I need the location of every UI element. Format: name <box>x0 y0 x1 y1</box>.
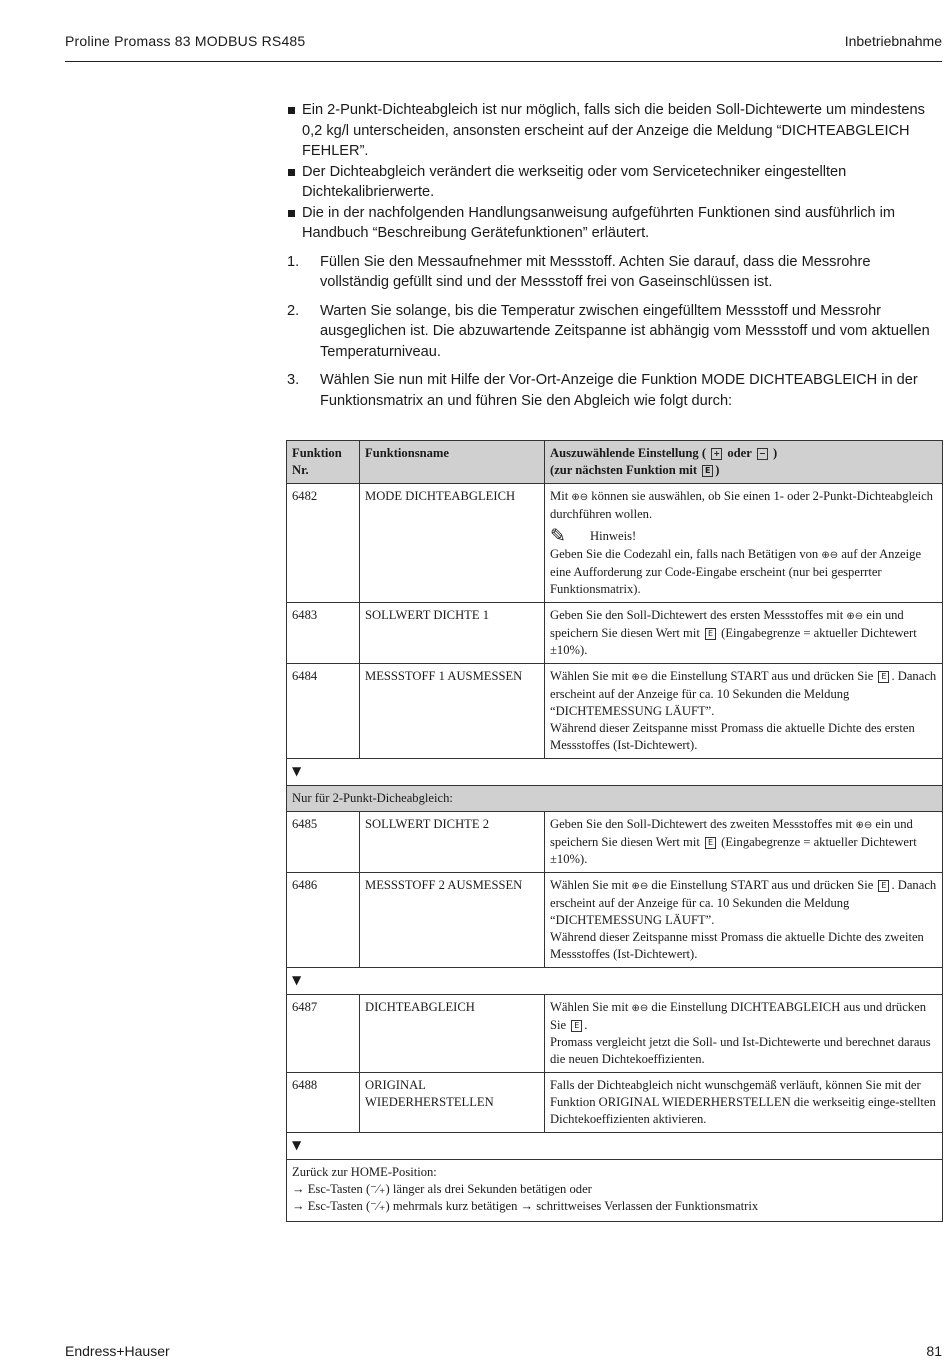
table-row <box>287 995 943 1073</box>
arrow-down-icon: ▼ <box>292 1138 302 1152</box>
enter-key-icon: E <box>702 465 713 477</box>
home-return-title: Zurück zur HOME-Position: <box>292 1165 437 1179</box>
plusminus-keys-icon: ⊕⊖ <box>631 1003 649 1014</box>
step-list <box>287 252 942 412</box>
function-name: MESSSTOFF 2 AUSMESSEN <box>360 873 545 968</box>
home-return-option: → Esc-Tasten (⁻⁄₊) mehrmals kurz betätigen → schrittweises Verlassen der Funktionsmatrix <box>292 1199 759 1213</box>
plusminus-keys-icon: ⊕⊖ <box>631 672 649 683</box>
list-item: Der Dichteabgleich verändert die werkseitig oder vom Servicetechniker eingestellten Dichtekalibrierwerte. <box>287 162 942 203</box>
flow-arrow-row <box>287 968 943 995</box>
pencil-icon: ✎ <box>550 525 566 547</box>
function-setting: Geben Sie den Soll-Dichtewert des ersten Messstoffes mit ⊕⊖ ein und speichern Sie diesen Wert mit E (Eingabegrenze = aktueller Dichtewert ±10%). <box>545 603 943 664</box>
function-nr: 6488 <box>287 1073 360 1133</box>
page-number: 81 <box>926 1343 942 1359</box>
note-list <box>287 100 942 244</box>
header-title: Proline Promass 83 MODBUS RS485 <box>65 33 306 49</box>
footer-company: Endress+Hauser <box>65 1343 170 1359</box>
function-nr: 6482 <box>287 484 360 603</box>
plusminus-keys-icon: ⊕⊖ <box>571 492 589 503</box>
table-row <box>287 1073 943 1133</box>
flow-arrow-row <box>287 759 943 786</box>
table-row <box>287 812 943 873</box>
function-setting: Wählen Sie mit ⊕⊖ die Einstellung START aus und drücken Sie E . Danach erscheint auf der Anzeige für ca. 10 Sekunden die Meldung “DICHTEMESSUNG LÄUFT”. Während dieser Zeitspanne misst Promass die aktuelle Dichte des zweiten Messstoffes (Ist-Dichtewert). <box>545 873 943 968</box>
hint <box>550 527 937 546</box>
list-item: Ein 2-Punkt-Dichteabgleich ist nur möglich, falls sich die beiden Soll-Dichtewerte um mindestens 0,2 kg/l unterscheiden, ansonsten erscheint auf der Anzeige die Meldung “DICHTEABGLEICH FEHLER”. <box>287 100 942 162</box>
function-setting: Mit ⊕⊖ können sie auswählen, ob Sie einen 1- oder 2-Punkt-Dichteabgleich durchführen wollen. ✎ Hinweis! Geben Sie die Codezahl ein, falls nach Betätigen von ⊕⊖ auf der Anzeige eine Aufforderung zur Code-Eingabe erscheint (nur bei gesperrter Funktionsmatrix). <box>545 484 943 603</box>
function-nr: 6483 <box>287 603 360 664</box>
step-item: 1. Füllen Sie den Messaufnehmer mit Messstoff. Achten Sie darauf, dass die Messrohre vollständig gefüllt sind und der Messstoff frei von Gaseinschlüssen ist. <box>287 253 871 290</box>
minus-key-icon: − <box>757 448 768 460</box>
bullet-icon <box>288 169 295 176</box>
body-text <box>287 100 942 419</box>
function-setting: Falls der Dichteabgleich nicht wunschgemäß verläuft, können Sie mit der Funktion ORIGINAL WIEDERHERSTELLEN die werkseitig einge-stellten Dichtekoeffizienten aktivieren. <box>545 1073 943 1133</box>
plusminus-keys-icon: ⊕⊖ <box>821 550 839 561</box>
arrow-down-icon: ▼ <box>292 973 302 987</box>
function-nr: 6485 <box>287 812 360 873</box>
plusminus-keys-icon: ⊕⊖ <box>846 611 864 622</box>
table-row <box>287 873 943 968</box>
enter-key-icon: E <box>878 880 889 892</box>
bullet-icon <box>288 107 295 114</box>
home-return-option: → Esc-Tasten (⁻⁄₊) länger als drei Sekunden betätigen oder <box>292 1182 592 1196</box>
col-header-setting: Auszuwählende Einstellung ( + oder − ) (zur nächsten Funktion mit E ) <box>545 441 943 484</box>
function-nr: 6486 <box>287 873 360 968</box>
hint-label: Hinweis! <box>590 529 637 543</box>
enter-key-icon: E <box>571 1020 582 1032</box>
table-row <box>287 664 943 759</box>
function-setting: Wählen Sie mit ⊕⊖ die Einstellung START aus und drücken Sie E . Danach erscheint auf der Anzeige für ca. 10 Sekunden die Meldung “DICHTEMESSUNG LÄUFT”. Während dieser Zeitspanne misst Promass die aktuelle Dichte des ersten Messstoffes (Ist-Dichtewert). <box>545 664 943 759</box>
plusminus-keys-icon: ⊕⊖ <box>855 820 873 831</box>
table-row <box>287 603 943 664</box>
function-setting: Wählen Sie mit ⊕⊖ die Einstellung DICHTEABGLEICH aus und drücken Sie E . Promass vergleicht jetzt die Soll- und Ist-Dichtewerte und berechnet daraus die neuen Dichtekoeffizienten. <box>545 995 943 1073</box>
col-header-name: Funktionsname <box>360 441 545 484</box>
enter-key-icon: E <box>878 671 889 683</box>
plus-key-icon: + <box>711 448 722 460</box>
function-name: MESSSTOFF 1 AUSMESSEN <box>360 664 545 759</box>
enter-key-icon: E <box>705 837 716 849</box>
table-footer-row <box>287 1160 943 1222</box>
step-item: 2. Warten Sie solange, bis die Temperatur zwischen eingefülltem Messstoff und Messrohr ausgeglichen ist. Die abzuwartende Zeitspanne ist abhängig vom Messstoff und vom aktuellen Temperaturniveau. <box>287 302 930 360</box>
function-name: MODE DICHTEABGLEICH <box>360 484 545 603</box>
section-band: Nur für 2-Punkt-Dicheabgleich: <box>287 786 943 812</box>
function-nr: 6484 <box>287 664 360 759</box>
arrow-down-icon: ▼ <box>292 764 302 778</box>
function-setting: Geben Sie den Soll-Dichtewert des zweiten Messstoffes mit ⊕⊖ ein und speichern Sie diesen Wert mit E (Eingabegrenze = aktueller Dichtewert ±10%). <box>545 812 943 873</box>
header-section: Inbetriebnahme <box>844 33 942 49</box>
table-row <box>287 484 943 603</box>
list-item: Die in der nachfolgenden Handlungsanweisung aufgeführten Funktionen sind ausführlich im Handbuch “Beschreibung Gerätefunktionen” erläutert. <box>287 203 942 244</box>
step-item: 3. Wählen Sie nun mit Hilfe der Vor-Ort-Anzeige die Funktion MODE DICHTEABGLEICH in der Funktionsmatrix an und führen Sie den Abgleich wie folgt durch: <box>287 372 918 409</box>
col-header-nr: Funktion Nr. <box>287 441 360 484</box>
enter-key-icon: E <box>705 628 716 640</box>
page-header <box>65 33 942 62</box>
function-nr: 6487 <box>287 995 360 1073</box>
table-header-row <box>287 441 943 484</box>
flow-arrow-row <box>287 1133 943 1160</box>
bullet-icon <box>288 210 295 217</box>
function-name: SOLLWERT DICHTE 1 <box>360 603 545 664</box>
function-name: SOLLWERT DICHTE 2 <box>360 812 545 873</box>
plusminus-keys-icon: ⊕⊖ <box>631 881 649 892</box>
function-table <box>286 440 943 1222</box>
function-name: ORIGINAL WIEDERHERSTELLEN <box>360 1073 545 1133</box>
function-name: DICHTEABGLEICH <box>360 995 545 1073</box>
